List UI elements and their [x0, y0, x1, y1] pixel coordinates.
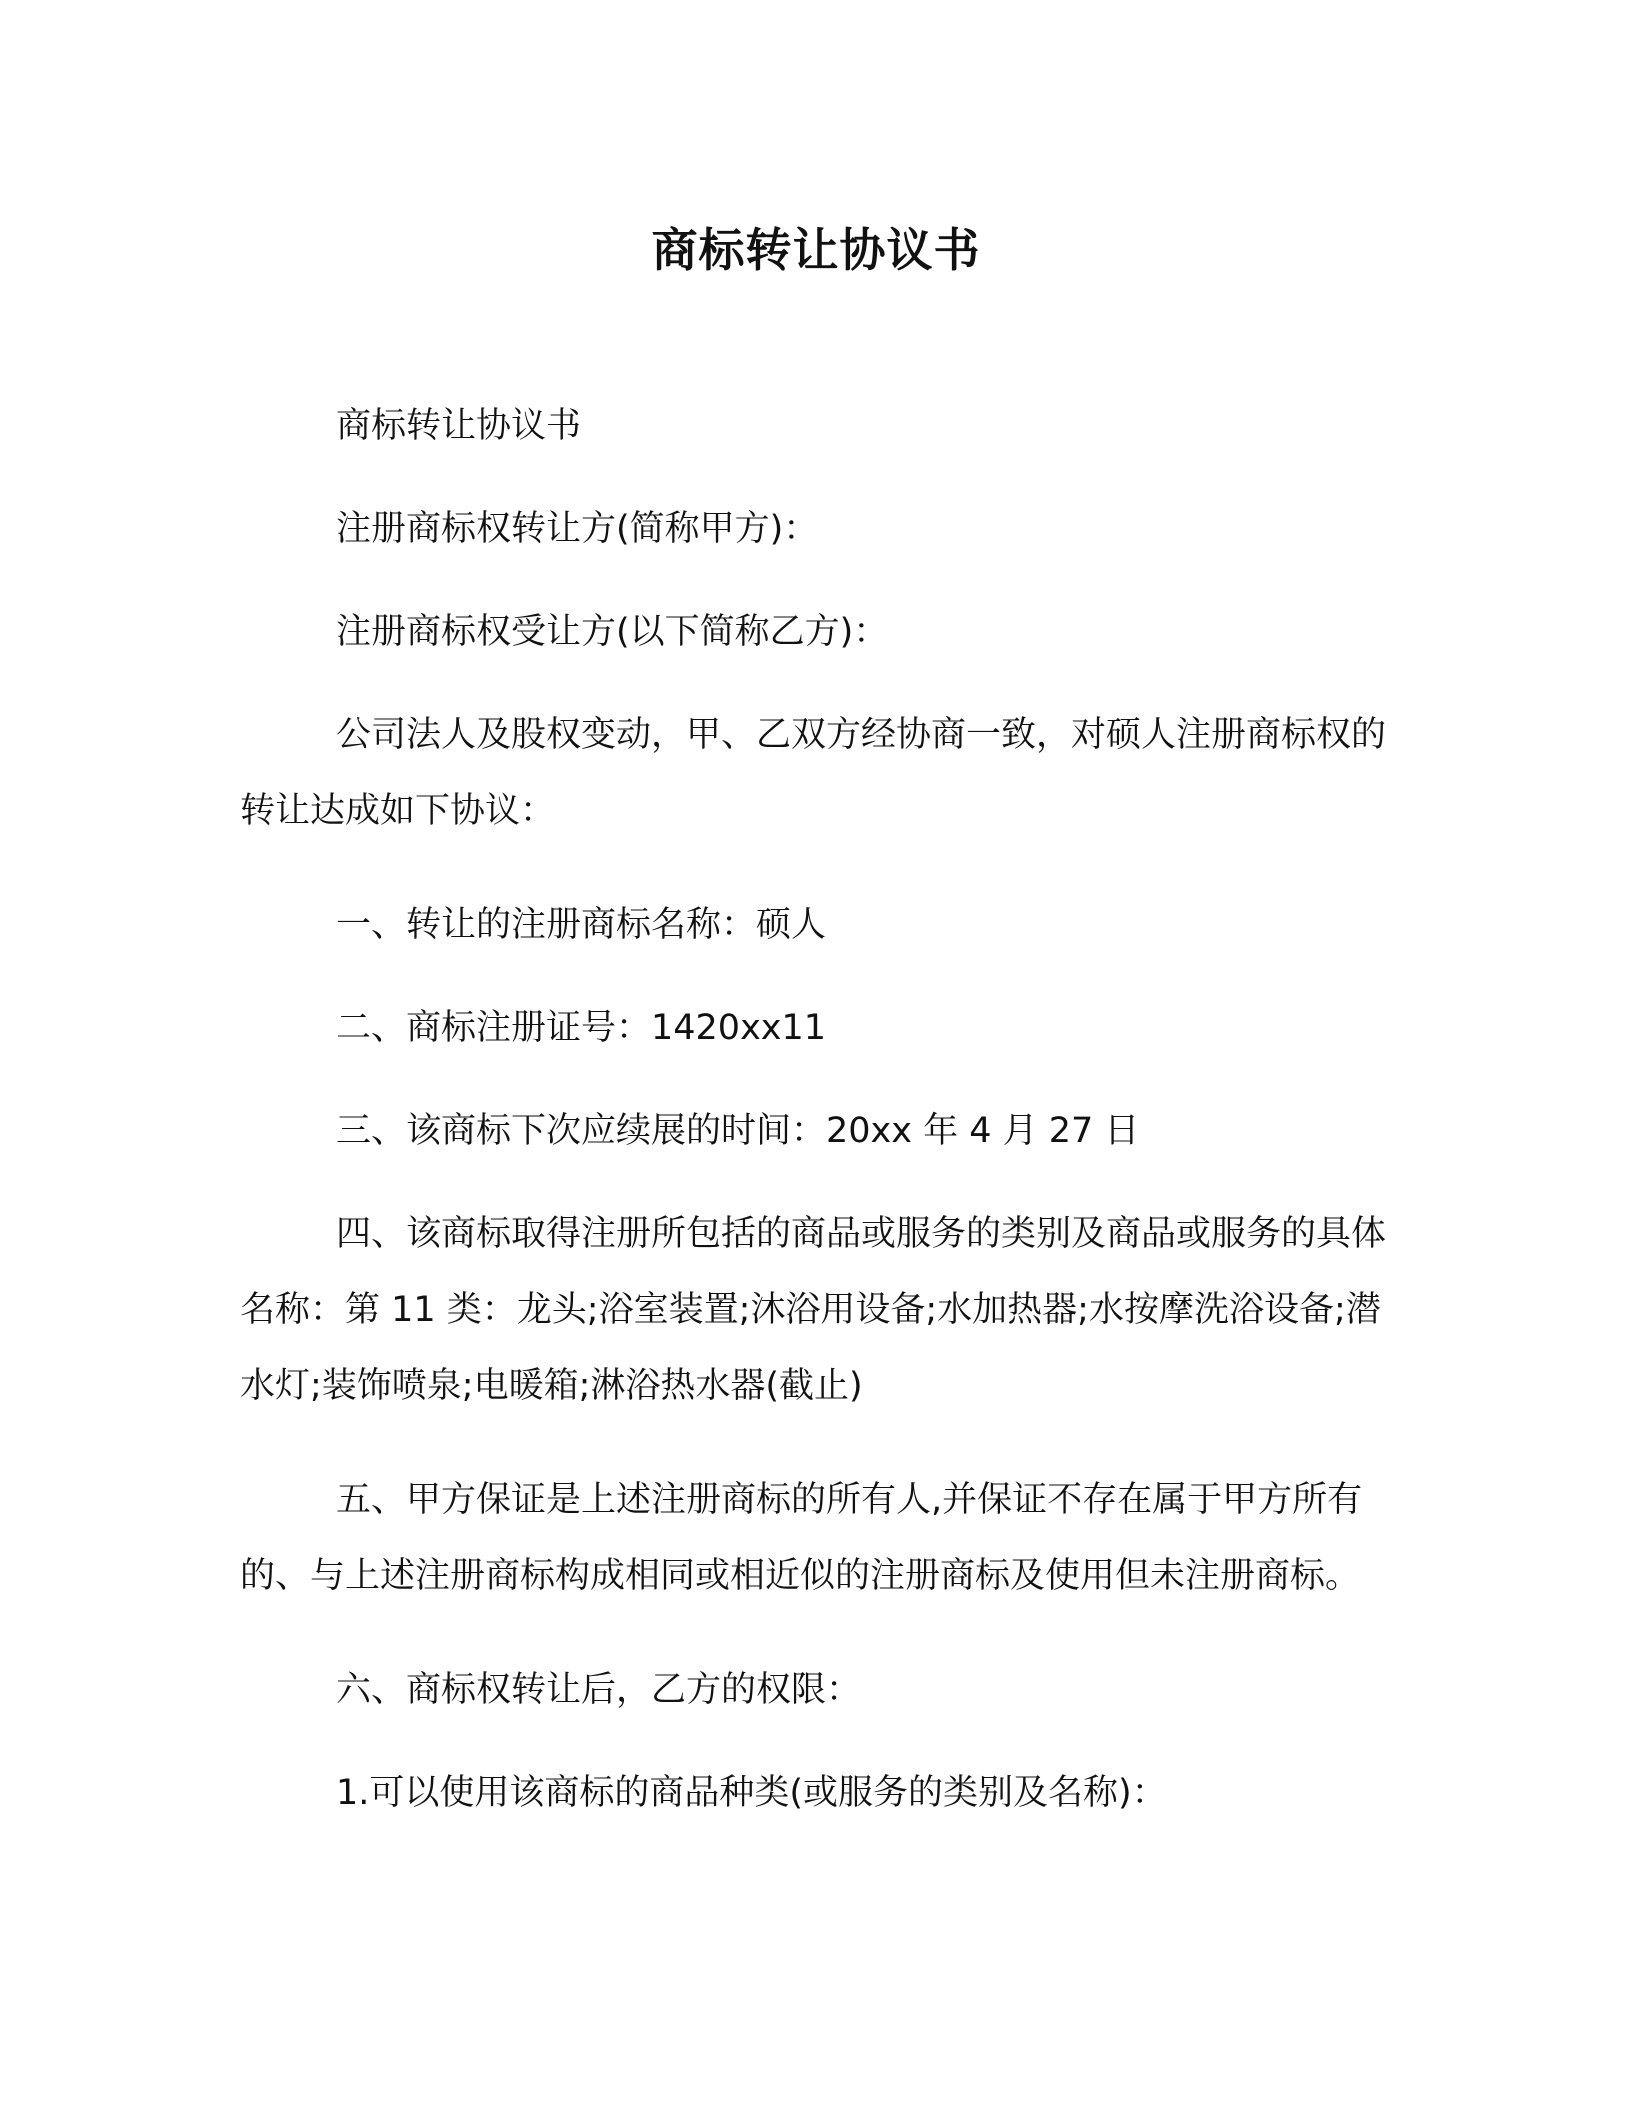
paragraph-renewal-date: 三、该商标下次应续展的时间：20xx 年 4 月 27 日: [336, 1111, 1140, 1151]
paragraph-goods-categories: 四、该商标取得注册所包括的商品或服务的类别及商品或服务的具体名称：第 11 类：龙头;浴室装置;沐浴用设备;水加热器;水按摩洗浴设备;潜水灯;装饰喷泉;电暖箱;淋浴热水器(截止): [240, 1214, 1387, 1406]
paragraph-registration-number: 二、商标注册证号：1420xx11: [336, 1008, 827, 1048]
paragraph-rights-item-1: 1.可以使用该商标的商品种类(或服务的类别及名称)：: [336, 1773, 1167, 1813]
document-body: [240, 388, 1400, 1858]
paragraph-transferee: 注册商标权受让方(以下简称乙方)：: [336, 612, 889, 652]
paragraph-transferor: 注册商标权转让方(简称甲方)：: [336, 509, 819, 549]
paragraph-trademark-name: 一、转让的注册商标名称：硕人: [336, 905, 827, 945]
paragraph-heading: 商标转让协议书: [336, 406, 582, 446]
paragraph-preamble: 公司法人及股权变动，甲、乙双方经协商一致，对硕人注册商标权的转让达成如下协议：: [240, 715, 1387, 831]
document-title: 商标转让协议书: [651, 223, 981, 277]
paragraph-transferee-rights: 六、商标权转让后，乙方的权限：: [336, 1670, 862, 1710]
paragraph-ownership-guarantee: 五、甲方保证是上述注册商标的所有人,并保证不存在属于甲方所有的、与上述注册商标构成相同或相近似的注册商标及使用但未注册商标。: [240, 1480, 1363, 1596]
